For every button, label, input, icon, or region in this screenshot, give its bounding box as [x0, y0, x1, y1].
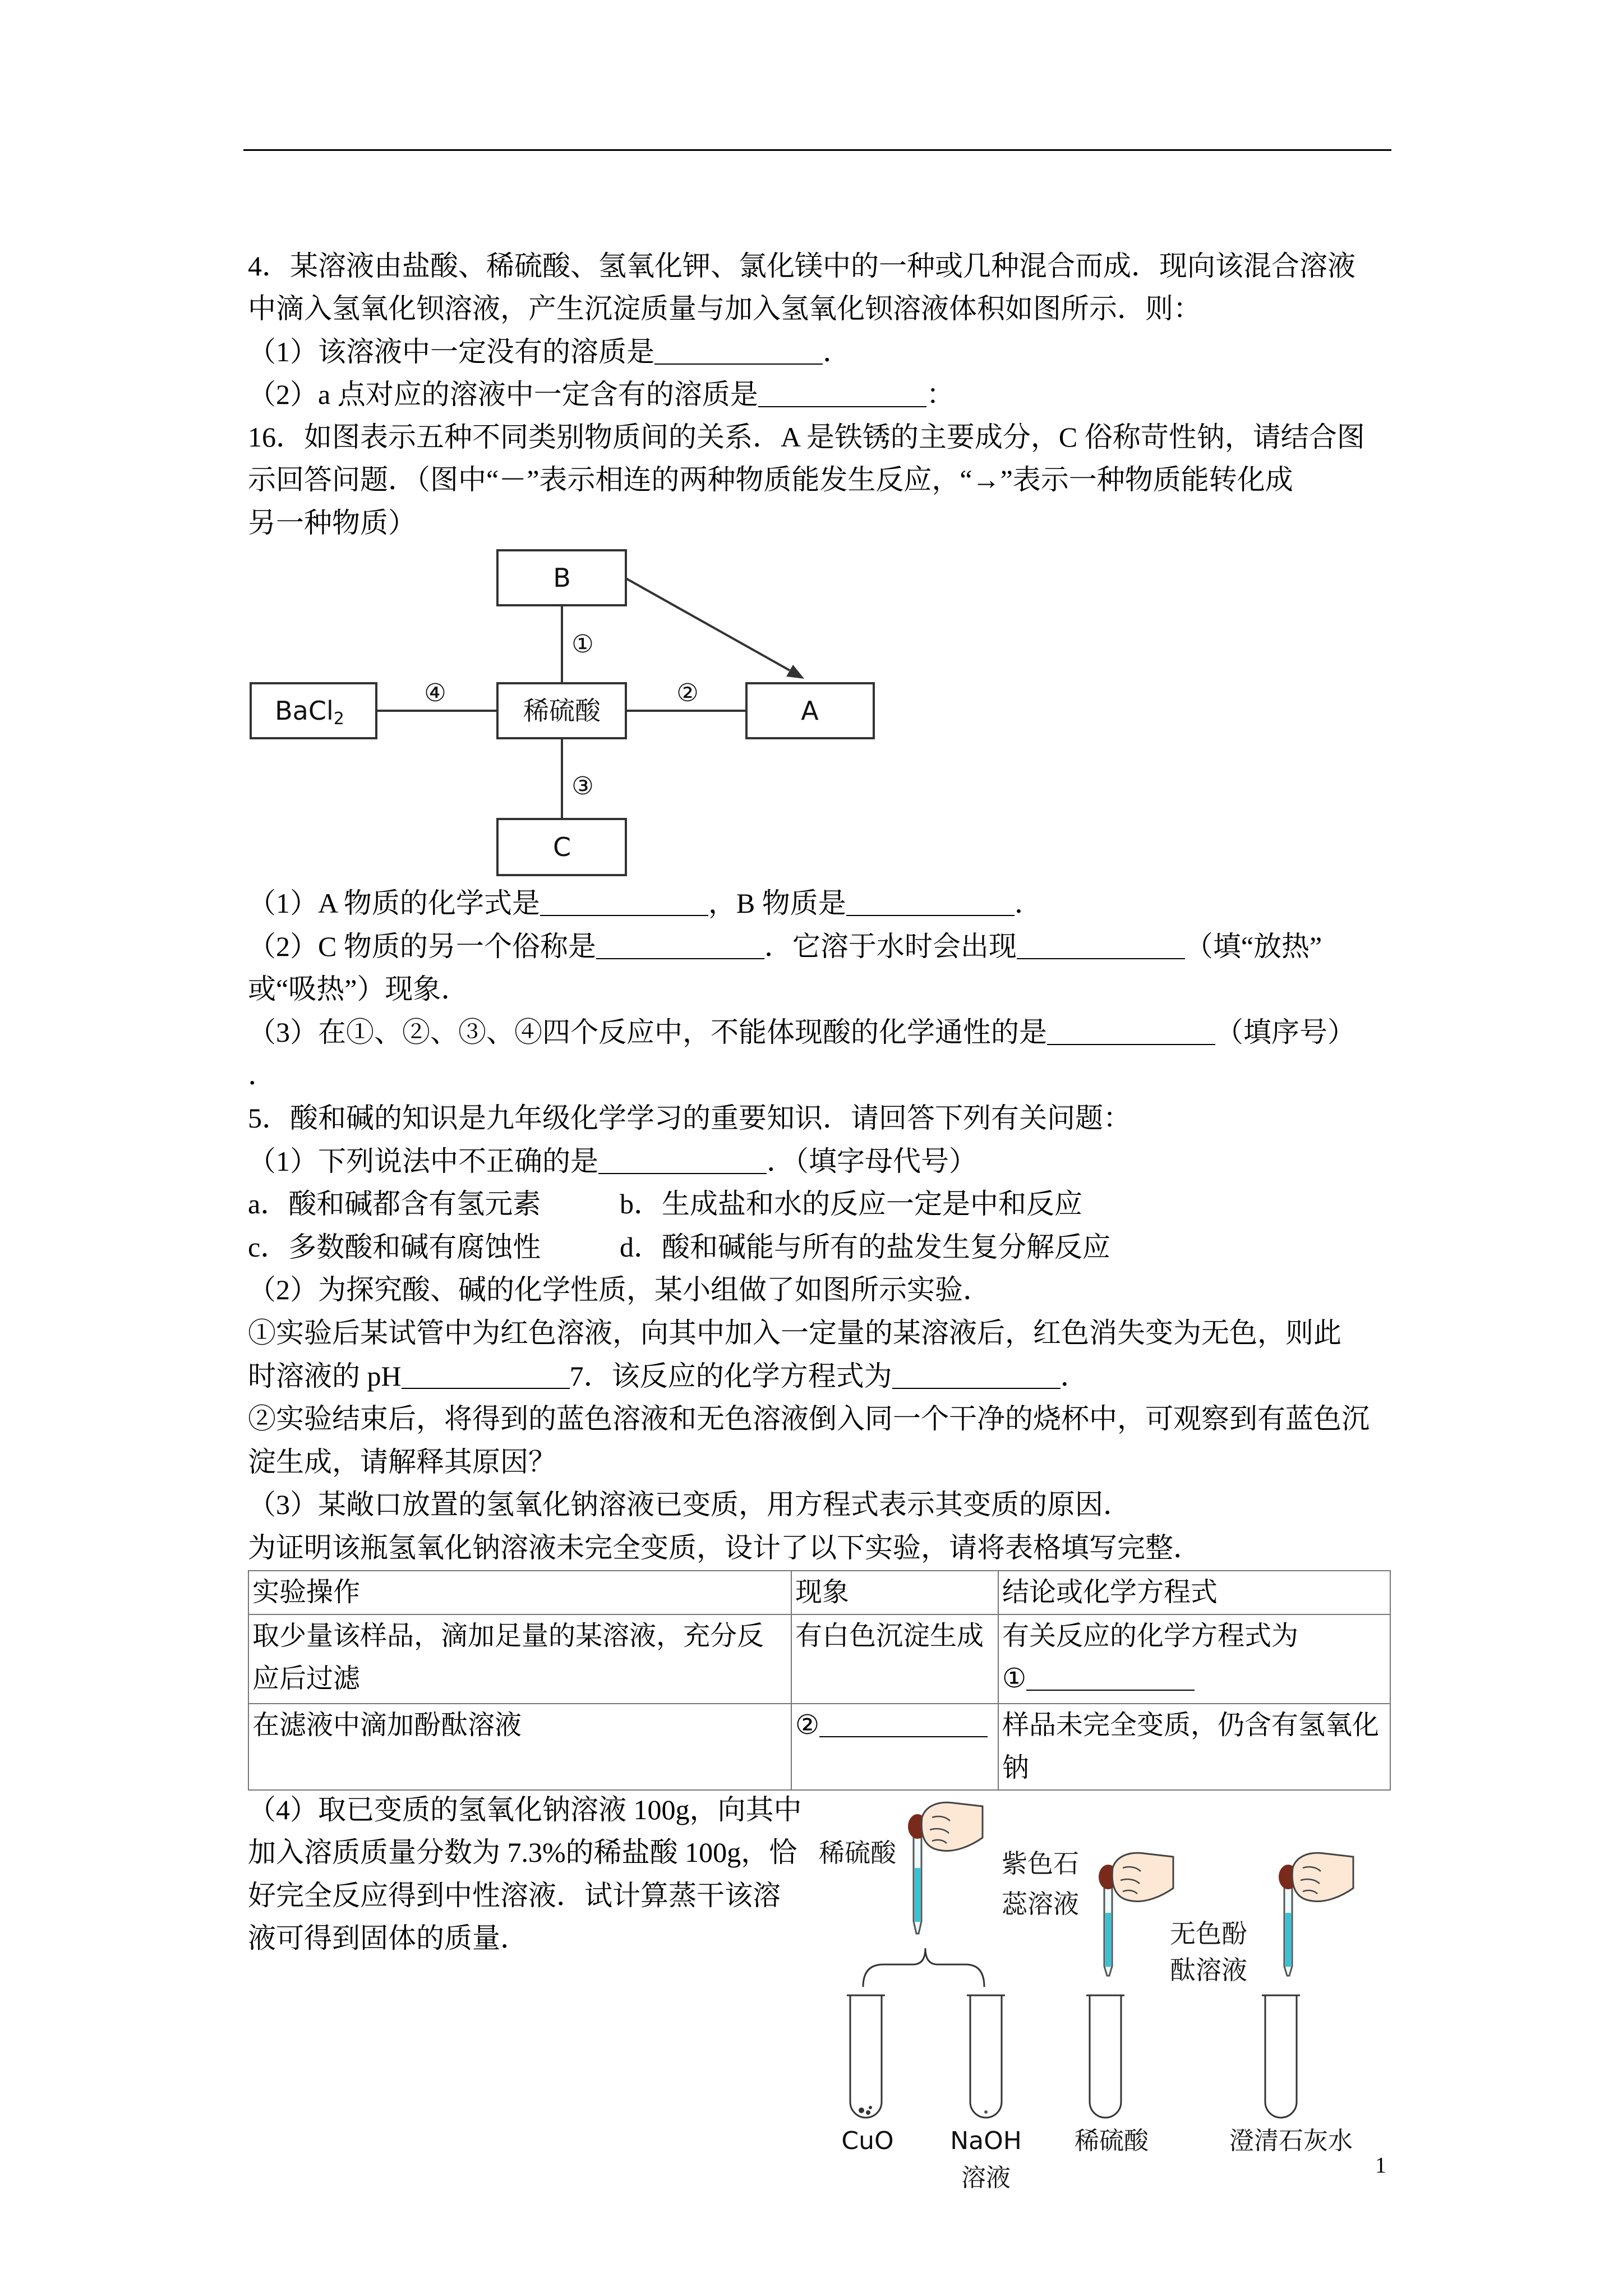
q5-part-2-sub-2-line-1: ②实验结束后，将得到的蓝色溶液和无色溶液倒入同一个干净的烧杯中，可观察到有蓝色沉	[248, 1403, 1370, 1435]
dropper-right-label-1: 无色酚	[1170, 1918, 1247, 1949]
q16-part-3-line-2: ．	[248, 1059, 276, 1091]
test-tube-3	[1086, 1995, 1124, 2118]
table-row	[248, 1614, 1390, 1704]
header-operation: 实验操作	[248, 1571, 791, 1614]
q5-part-4	[248, 1788, 802, 1959]
q5-part-1	[248, 1140, 1370, 1183]
dropper-right	[1279, 1853, 1353, 1976]
q5-part-4-line-4: 液可得到固体的质量．	[248, 1922, 528, 1954]
q16-part-3	[248, 1011, 1370, 1054]
tube-1-label: CuO	[841, 2127, 894, 2155]
experiment-table	[248, 1570, 1391, 1791]
q4-intro-line-2: 中滴入氢氧化钡溶液，产生沉淀质量与加入氢氧化钡溶液体积如图所示．则：	[248, 293, 1201, 325]
tube-4-label: 澄清石灰水	[1229, 2127, 1353, 2155]
label-dilute-sulfuric-acid: 稀硫酸	[523, 696, 601, 726]
answer-blank	[1026, 1667, 1195, 1691]
dropper-middle-label-1: 紫色石	[1002, 1848, 1079, 1879]
answer-blank	[540, 892, 708, 916]
cell-line: 有白色沉淀生成	[795, 1621, 984, 1651]
q5-part-2-sub-1-line-2	[248, 1355, 1370, 1398]
conversion-arrowhead	[786, 665, 804, 679]
q5-part-4-line-2: 加入溶质质量分数为 7.3%的稀盐酸 100g，恰	[248, 1837, 797, 1869]
page-number: 1	[1375, 2152, 1386, 2178]
q4-part-1-text: （1）该溶液中一定没有的溶质是	[248, 335, 654, 367]
cuo-solid	[859, 2106, 872, 2115]
label-b: B	[553, 563, 571, 593]
option-d: d．酸和碱能与所有的盐发生复分解反应	[620, 1231, 1110, 1263]
cell-operation	[248, 1614, 791, 1704]
cell-line: 应后过滤	[252, 1664, 361, 1694]
table-header-row	[248, 1571, 1390, 1614]
reaction-number-4: ④	[424, 679, 446, 707]
q4-part-2-text: （2）a 点对应的溶液中一定含有的溶质是	[248, 378, 758, 410]
dropper-liquid	[1105, 1913, 1111, 1967]
reaction-number-2: ②	[676, 679, 699, 707]
q5-part-4-line-1: （4）取已变质的氢氧化钠溶液 100g，向其中	[248, 1794, 802, 1825]
hand-icon	[1112, 1853, 1173, 1901]
tube-2-label-2: 溶液	[961, 2164, 1011, 2192]
answer-blank	[1047, 1022, 1215, 1045]
answer-blank	[402, 1365, 570, 1389]
cell-operation	[248, 1704, 791, 1790]
q16-part-2-line-2: 或“吸热”）现象．	[248, 973, 469, 1005]
dropper-liquid	[915, 1868, 920, 1922]
q5-part-2-sub-1-end: ．	[1060, 1360, 1089, 1392]
option-b: b．生成盐和水的反应一定是中和反应	[620, 1188, 1082, 1220]
q16-part-2-text: （2）C 物质的另一个俗称是	[248, 930, 596, 962]
cell-phenomenon	[791, 1614, 998, 1704]
table-row	[248, 1704, 1390, 1790]
q16-intro-line-3: 另一种物质）	[248, 507, 416, 539]
q16-part-2-hint: （填“放热”	[1184, 930, 1322, 962]
bacl2-formula: BaCl	[275, 696, 334, 726]
q16-part-1	[248, 882, 1370, 925]
q5-options-row-1	[248, 1182, 1370, 1226]
q16-part-3-hint: （填序号）	[1215, 1016, 1355, 1048]
question-16-parts-and-question-5	[248, 882, 1370, 1570]
answer-blank	[654, 341, 823, 365]
bacl2-subscript: 2	[333, 709, 344, 729]
q5-part-2-intro: （2）为探究酸、碱的化学性质，某小组做了如图所示实验．	[248, 1274, 991, 1306]
q5-intro: 5．酸和碱的知识是九年级化学学习的重要知识．请回答下列有关问题：	[248, 1102, 1131, 1134]
q16-part-3-text: （3）在①、②、③、④四个反应中，不能体现酸的化学通性的是	[248, 1016, 1047, 1048]
q16-part-1-end: ．	[1014, 887, 1043, 919]
answer-blank	[892, 1365, 1061, 1389]
dropper-middle	[1099, 1853, 1173, 1976]
dropper-liquid	[1285, 1913, 1291, 1967]
dropper-left	[908, 1802, 983, 1934]
header-rule	[243, 149, 1391, 151]
label-bacl2	[275, 696, 344, 729]
q5-part-4-line-3: 好完全反应得到中性溶液．试计算蒸干该溶	[248, 1879, 781, 1911]
header-phenomenon: 现象	[791, 1571, 998, 1614]
label-c: C	[552, 832, 571, 862]
option-a: a．酸和碱都含有氢元素	[248, 1188, 541, 1220]
cell-line: 样品未完全变质，仍含有氢氧化	[1002, 1710, 1380, 1740]
hand-icon	[1292, 1853, 1353, 1901]
brace	[863, 1948, 984, 1987]
answer-blank	[758, 384, 926, 407]
cell-conclusion	[998, 1614, 1390, 1704]
q5-options-row-2	[248, 1226, 1370, 1269]
q16-intro-line-1: 16．如图表示五种不同类别物质间的关系．A 是铁锈的主要成分，C 俗称苛性钠，请结合图	[248, 421, 1365, 453]
tube-3-label: 稀硫酸	[1075, 2127, 1149, 2155]
conversion-arrow-line	[626, 578, 790, 670]
reaction-number-1: ①	[571, 630, 594, 659]
answer-blank	[596, 936, 764, 959]
cell-phenomenon	[791, 1704, 998, 1790]
cell-line: 在滤液中滴加酚酞溶液	[252, 1710, 522, 1740]
q5-part-3-line-1: （3）某敞口放置的氢氧化钠溶液已变质，用方程式表示其变质的原因．	[248, 1489, 1131, 1521]
substance-relation-diagram	[247, 544, 886, 881]
blank-number-1: ①	[1002, 1664, 1027, 1694]
test-tube-1	[847, 1995, 885, 2118]
q4-part-1-end: ．	[823, 335, 851, 367]
ph-text: 时溶液的 pH	[248, 1360, 402, 1392]
q16-part-2-text-b: ．它溶于水时会出现	[764, 930, 1017, 962]
q5-part-1-hint: ．（填字母代号）	[767, 1145, 977, 1177]
experiment-illustration	[785, 1784, 1368, 2199]
answer-blank	[819, 1714, 988, 1737]
dropper-right-label-2: 酞溶液	[1170, 1955, 1247, 1985]
q4-part-2-end: ：	[926, 378, 955, 410]
cell-line	[1002, 1658, 1386, 1700]
answer-blank	[598, 1151, 767, 1174]
q4-part-2	[248, 373, 1365, 416]
test-tube-2	[967, 1995, 1005, 2118]
q5-part-3-line-2: 为证明该瓶氢氧化钠溶液未完全变质，设计了以下实验，请将表格填写完整．	[248, 1531, 1201, 1563]
option-c: c．多数酸和碱有腐蚀性	[248, 1231, 541, 1263]
q16-part-1-text: （1）A 物质的化学式是	[248, 887, 540, 919]
header-conclusion: 结论或化学方程式	[998, 1571, 1390, 1614]
cell-line: 取少量该样品，滴加足量的某溶液，充分反	[252, 1621, 764, 1651]
cell-conclusion	[998, 1704, 1390, 1790]
q5-part-2-sub-1-line-1: ①实验后某试管中为红色溶液，向其中加入一定量的某溶液后，红色消失变为无色，则此	[248, 1317, 1341, 1349]
q5-part-1-text: （1）下列说法中不正确的是	[248, 1145, 598, 1177]
q4-intro-line-1: 4．某溶液由盐酸、稀硫酸、氢氧化钾、氯化镁中的一种或几种混合而成．现向该混合溶液	[248, 250, 1355, 282]
answer-blank	[1017, 936, 1185, 959]
label-a: A	[801, 696, 819, 726]
cell-line	[795, 1704, 994, 1747]
test-tube-4	[1262, 1995, 1300, 2118]
question-4-and-16-intro	[248, 245, 1365, 544]
q16-part-1-text-b: ，B 物质是	[708, 887, 846, 919]
blank-number-2: ②	[795, 1710, 820, 1740]
dropper-left-label: 稀硫酸	[819, 1838, 896, 1868]
hand-icon	[921, 1802, 983, 1851]
dropper-middle-label-2: 蕊溶液	[1002, 1889, 1079, 1919]
answer-blank	[846, 892, 1015, 916]
q5-part-2-sub-2-line-2: 淀生成，请解释其原因？	[248, 1446, 556, 1478]
reaction-number-3: ③	[571, 772, 594, 800]
tube-2-residue	[984, 2110, 988, 2114]
cell-line: 有关反应的化学方程式为	[1002, 1621, 1299, 1651]
equation-text: 7．该反应的化学方程式为	[569, 1360, 892, 1392]
tube-2-label-1: NaOH	[950, 2127, 1022, 2155]
q4-part-1	[248, 330, 1365, 373]
q16-intro-line-2: 示回答问题．（图中“－”表示相连的两种物质能发生反应，“→”表示一种物质能转化成	[248, 464, 1293, 496]
q16-part-2	[248, 925, 1370, 968]
cell-line: 钠	[1002, 1753, 1030, 1783]
